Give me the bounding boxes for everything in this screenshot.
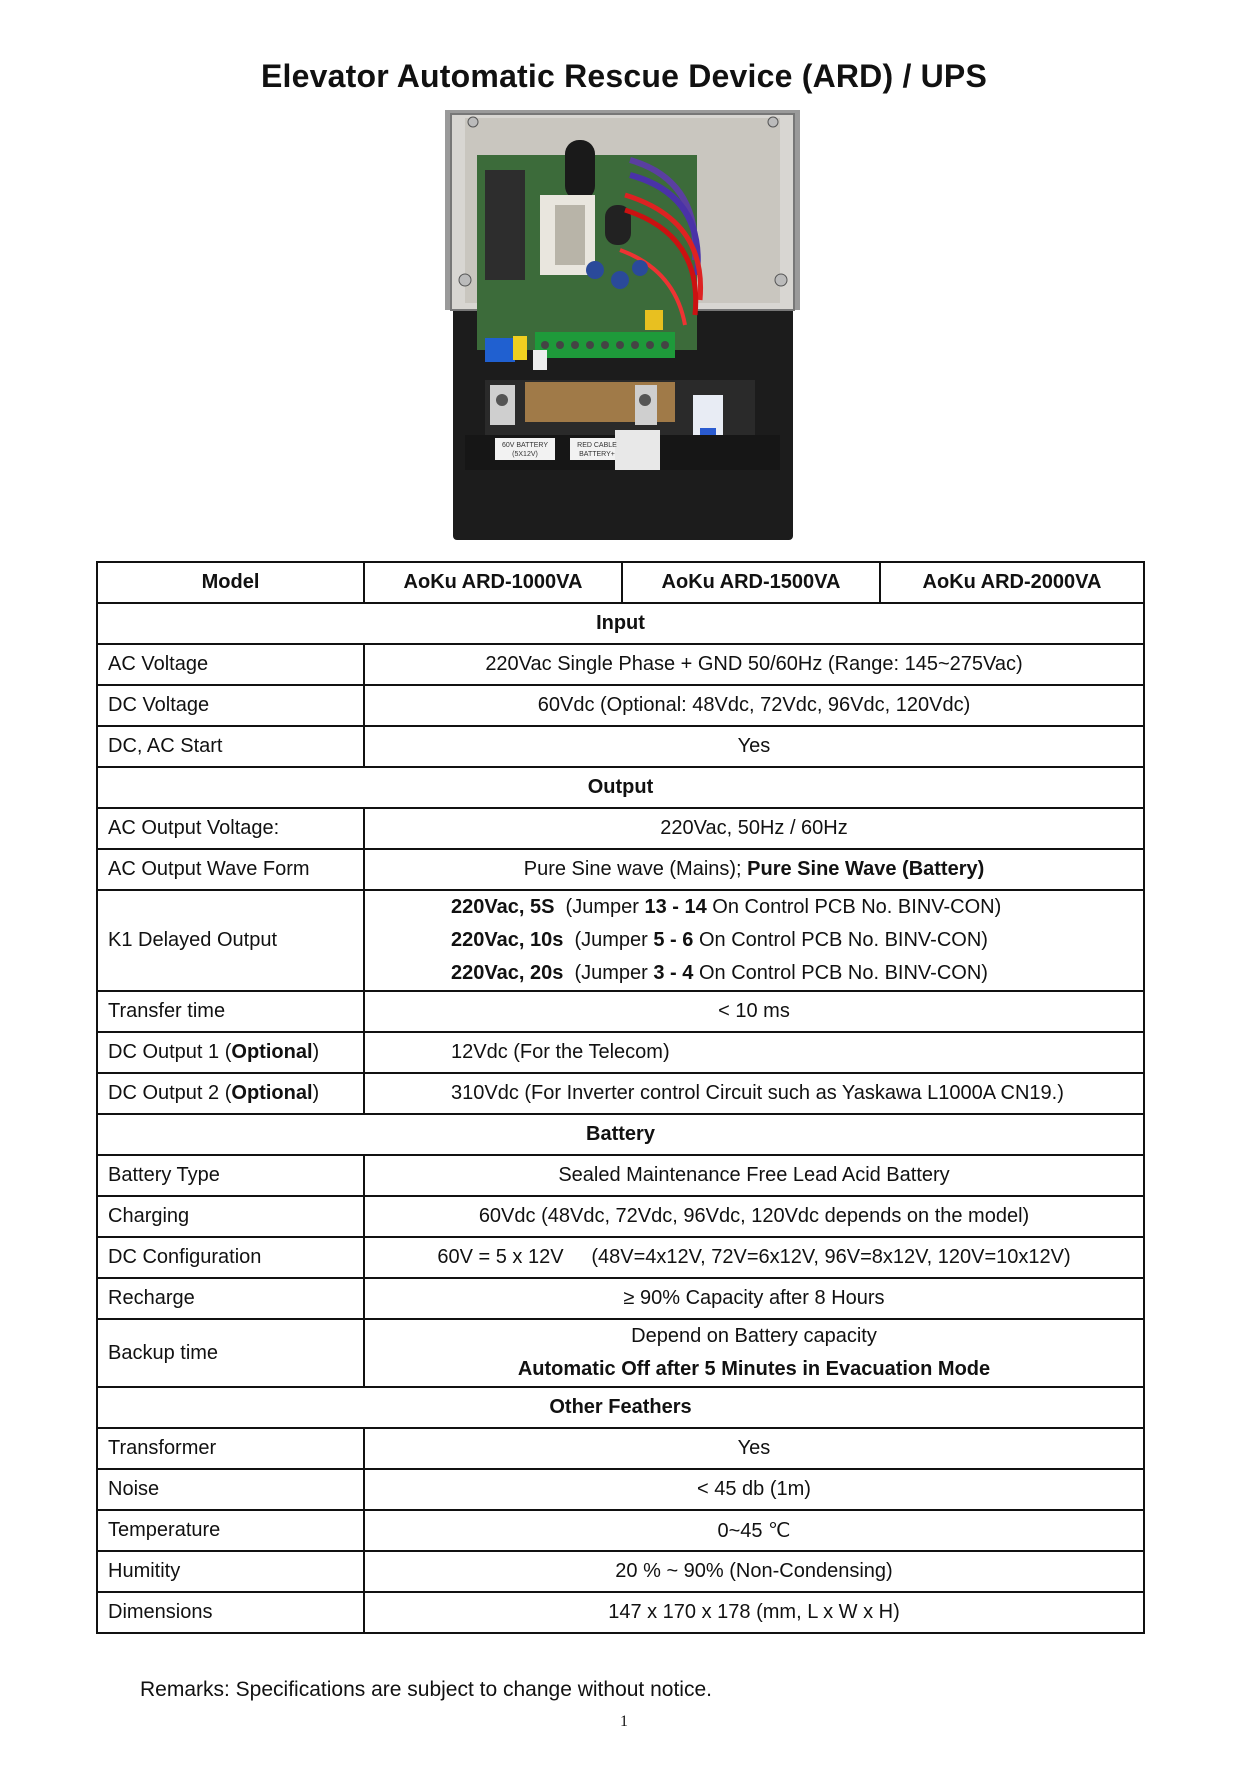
backup-line-2: Automatic Off after 5 Minutes in Evacuation Mode	[517, 1358, 991, 1380]
section-other: Other Feathers	[97, 1387, 1144, 1428]
row-label: Backup time	[97, 1319, 364, 1387]
k1-jumper: 13 - 14	[644, 896, 707, 918]
section-output: Output	[97, 767, 1144, 808]
wave-mains: Pure Sine wave (Mains);	[523, 858, 748, 880]
table-row	[97, 1510, 1144, 1551]
row-value: < 10 ms	[364, 991, 1144, 1032]
label-part: )	[312, 1082, 320, 1104]
row-label: AC Output Wave Form	[97, 849, 364, 890]
row-label: Temperature	[97, 1510, 364, 1551]
header-model-2000: AoKu ARD-2000VA	[880, 562, 1144, 603]
section-input: Input	[97, 603, 1144, 644]
table-row	[97, 1551, 1144, 1592]
table-row	[97, 1469, 1144, 1510]
row-label: K1 Delayed Output	[97, 890, 364, 991]
row-value: 60Vdc (Optional: 48Vdc, 72Vdc, 96Vdc, 120Vdc)	[364, 685, 1144, 726]
row-value: 60Vdc (48Vdc, 72Vdc, 96Vdc, 120Vdc depends on the model)	[364, 1196, 1144, 1237]
row-label: Recharge	[97, 1278, 364, 1319]
row-label	[97, 1073, 364, 1114]
row-value: 220Vac Single Phase + GND 50/60Hz (Range: 145~275Vac)	[364, 644, 1144, 685]
section-battery: Battery	[97, 1114, 1144, 1155]
k1-delay: 220Vac, 10s	[451, 929, 564, 951]
photo-label-battery-2: (5X12V)	[512, 451, 538, 458]
label-optional: Optional	[231, 1041, 313, 1063]
table-row	[97, 849, 1144, 890]
row-label: Humitity	[97, 1551, 364, 1592]
k1-line	[451, 891, 1133, 924]
row-value	[364, 890, 1144, 991]
row-label: AC Voltage	[97, 644, 364, 685]
row-value: < 45 db (1m)	[364, 1469, 1144, 1510]
wave-battery: Pure Sine Wave (Battery)	[747, 858, 985, 880]
table-row	[97, 808, 1144, 849]
k1-post: On Control PCB No. BINV-CON)	[706, 896, 1002, 918]
row-value: 310Vdc (For Inverter control Circuit such as Yaskawa L1000A CN19.)	[364, 1073, 1144, 1114]
k1-post: On Control PCB No. BINV-CON)	[693, 962, 988, 984]
row-label: DC Configuration	[97, 1237, 364, 1278]
spec-table	[96, 561, 1145, 1634]
page-number: 1	[620, 1713, 628, 1730]
k1-delay: 220Vac, 20s	[451, 962, 564, 984]
row-label: Transformer	[97, 1428, 364, 1469]
table-row	[97, 1319, 1144, 1387]
k1-pre: (Jumper	[554, 896, 645, 918]
k1-pre: (Jumper	[563, 962, 654, 984]
row-label: Noise	[97, 1469, 364, 1510]
table-row	[97, 1155, 1144, 1196]
row-label: AC Output Voltage:	[97, 808, 364, 849]
k1-line	[451, 924, 1133, 957]
table-row	[97, 1032, 1144, 1073]
k1-post: On Control PCB No. BINV-CON)	[693, 929, 988, 951]
row-value: Yes	[364, 1428, 1144, 1469]
table-row	[97, 685, 1144, 726]
table-row	[97, 1073, 1144, 1114]
k1-jumper: 5 - 6	[653, 929, 694, 951]
row-value: Sealed Maintenance Free Lead Acid Battery	[364, 1155, 1144, 1196]
row-label: Transfer time	[97, 991, 364, 1032]
row-value: 147 x 170 x 178 (mm, L x W x H)	[364, 1592, 1144, 1633]
row-label: DC, AC Start	[97, 726, 364, 767]
row-value	[364, 849, 1144, 890]
row-label: Battery Type	[97, 1155, 364, 1196]
row-label: Dimensions	[97, 1592, 364, 1633]
photo-label-cable-1: RED CABLE	[577, 442, 617, 449]
row-label: DC Voltage	[97, 685, 364, 726]
label-part: DC Output 1 (	[108, 1041, 232, 1063]
row-value: 0~45 ℃	[364, 1510, 1144, 1551]
row-value: 220Vac, 50Hz / 60Hz	[364, 808, 1144, 849]
label-part: DC Output 2 (	[108, 1082, 232, 1104]
table-row	[97, 991, 1144, 1032]
row-label: Charging	[97, 1196, 364, 1237]
label-part: )	[312, 1041, 320, 1063]
k1-delay: 220Vac, 5S	[451, 896, 555, 918]
table-row	[97, 1428, 1144, 1469]
table-row	[97, 1278, 1144, 1319]
photo-label-cable-2: BATTERY+	[579, 451, 615, 458]
k1-line	[451, 957, 1133, 990]
row-value	[364, 1319, 1144, 1387]
remarks: Remarks: Specifications are subject to change without notice.	[140, 1678, 712, 1701]
header-model: Model	[97, 562, 364, 603]
table-row	[97, 1237, 1144, 1278]
backup-line-1: Depend on Battery capacity	[631, 1325, 877, 1347]
label-optional: Optional	[231, 1082, 313, 1104]
page-title: Elevator Automatic Rescue Device (ARD) / UPS	[260, 58, 988, 94]
k1-pre: (Jumper	[563, 929, 654, 951]
row-value: 12Vdc (For the Telecom)	[364, 1032, 1144, 1073]
row-value: 20 % ~ 90% (Non-Condensing)	[364, 1551, 1144, 1592]
header-model-1000: AoKu ARD-1000VA	[364, 562, 622, 603]
table-row	[97, 726, 1144, 767]
row-value: ≥ 90% Capacity after 8 Hours	[364, 1278, 1144, 1319]
ard-device-photo-icon	[445, 110, 800, 545]
row-label	[97, 1032, 364, 1073]
k1-jumper: 3 - 4	[653, 962, 694, 984]
row-value: Yes	[364, 726, 1144, 767]
table-row	[97, 1196, 1144, 1237]
table-row	[97, 890, 1144, 991]
table-row	[97, 644, 1144, 685]
table-header-row	[97, 562, 1144, 603]
photo-label-battery-1: 60V BATTERY	[501, 442, 549, 449]
table-row	[97, 1592, 1144, 1633]
row-value: 60V = 5 x 12V (48V=4x12V, 72V=6x12V, 96V=8x12V, 120V=10x12V)	[364, 1237, 1144, 1278]
header-model-1500: AoKu ARD-1500VA	[622, 562, 880, 603]
